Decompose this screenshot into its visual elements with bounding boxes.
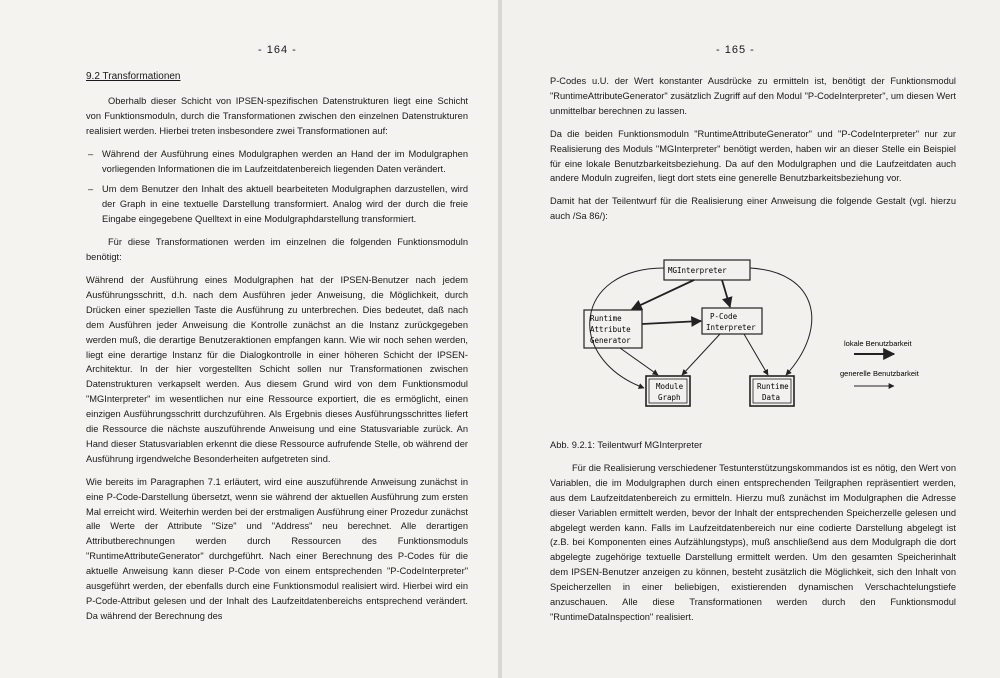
svg-text:Module bbox=[656, 382, 684, 391]
module-diagram bbox=[554, 248, 954, 428]
arrow-rag-to-pcode bbox=[642, 321, 701, 324]
label-runtime-attr-1: Runtime bbox=[590, 314, 622, 323]
section-heading-text: 9.2 Transformationen bbox=[86, 71, 181, 82]
svg-text:Graph bbox=[658, 393, 681, 402]
svg-text:Generator bbox=[590, 336, 631, 345]
paragraph: Für die Realisierung verschiedener Testunterstützungskommandos ist es nötig, den Wert von Variablen, die im Modulgraphen durch einen entsprechenden Teilgraphen repräsentiert werden, aus dem Laufzeitdatenbereich zu ermitteln. Hierzu muß zunächst im Modulgraphen die Adresse dieser Variablen ermittelt werden, bevor der Inhalt der entsprechenden Speicherzelle gelesen und abgelegt werden kann. Falls im Laufzeitdatenbereich nur eine codierte Darstellung abgelegt ist (z.B. bei Komponenten eines Aufzählungstyps), muß anschließend aus dem Modulgraph die dort abgelegte zugehörige textuelle Darstellung ermittelt werden. Um den gesamten Speicherinhalt dem IPSEN-Benutzer anzeigen zu können, besteht zusätzlich die Möglichkeit, sich den Inhalt von Speicherzellen in einer beliebigen, existierenden dynamischen Verschachtelungstiefe anzuschauen. Alle diese Transformationen werden durch den Funktionsmodul "RuntimeDataInspection" realisiert. bbox=[550, 462, 956, 622]
label-mginterpreter: MGInterpreter bbox=[668, 266, 727, 275]
label-runtime-attr-2: Attribute bbox=[590, 325, 631, 334]
paragraph: Wie bereits im Paragraphen 7.1 erläutert, wird eine auszuführende Anweisung zunächst in eine P-Code-Darstellung übersetzt, wenn sie während der aktuellen Ausführung zum ersten Mal erreicht wird. Weiterhin werden bei der erstmaligen Ausführung einer Prozedur zunächst alle Werte der Attribute "Size" und "Address" neu berechnet. Alle derartigen Attributberechnungen werden durch Ressourcen des Funktionsmoduls "RuntimeAttributeGenerator" durchgeführt. Nach einer Berechnung des P-Codes für die aktuelle Anweisung kann dieser P-Code von einem entsprechenden "P-CodeInterpreter" ausgeführt werden, der ebenfalls durch eine Funktionsmodul realisiert wird. Hierbei wird ein P-Code-Attribut gelesen und der Inhalt des Laufzeitdatenbereichs entsprechend verändert. Da während der Berechnung des bbox=[86, 476, 468, 621]
paragraph: Da die beiden Funktionsmoduln "RuntimeAttributeGenerator" und "P-CodeInterpreter" nur zur Realisierung des Moduls "MGInterpreter" benötigt werden, haben wir an dieser Stelle ein Beispiel für eine lokale Benutzbarkeitsbeziehung. Da auf den Modulgraphen und die Laufzeitdaten auch andere Moduln zugreifen, liegt dort stets eine generelle Benutzbarkeitsbeziehung vor. bbox=[550, 128, 956, 184]
right-text-column bbox=[550, 74, 956, 232]
label-runtime-attr-3: Generator bbox=[590, 336, 631, 345]
section-heading bbox=[86, 70, 468, 85]
right-lower-text bbox=[550, 438, 956, 633]
left-page bbox=[0, 0, 498, 678]
label-runtime-data-2: Data bbox=[762, 393, 781, 402]
right-page bbox=[502, 0, 1000, 678]
label-pcode-1: P-Code bbox=[710, 312, 738, 321]
arrow-rag-to-modulegraph bbox=[620, 348, 658, 375]
svg-text:Interpreter bbox=[706, 323, 756, 332]
bullet-list bbox=[86, 147, 468, 228]
arrow-mg-curve-to-runtimedata bbox=[750, 268, 812, 375]
list-item: – Während der Ausführung eines Modulgraphen werden an Hand der im Modulgraphen vorliegenden Informationen die im Laufzeitdatenbereich liegenden Daten verändert. bbox=[86, 147, 468, 177]
svg-text:Runtime bbox=[590, 314, 622, 323]
page-number: - 164 - bbox=[258, 44, 297, 56]
arrow-mg-to-rag bbox=[632, 280, 694, 309]
paragraph: Oberhalb dieser Schicht von IPSEN-spezifischen Datenstrukturen liegt eine Schicht von Funktionsmoduln, durch die Transformationen zwischen den einzelnen Datenstrukturen realisiert werden. Hierbei treten insbesondere zwei Transformationen auf: bbox=[86, 95, 468, 136]
arrow-pcode-to-modulegraph bbox=[682, 334, 720, 375]
label-module-graph-1: Module bbox=[656, 382, 684, 391]
diagram-svg bbox=[554, 248, 954, 428]
svg-text:Attribute bbox=[590, 325, 631, 334]
label-runtime-data-1: Runtime bbox=[757, 382, 789, 391]
paragraph: Damit hat der Teilentwurf für die Realisierung einer Anweisung die folgende Gestalt (vgl. hierzu auch /Sa 86/): bbox=[550, 196, 956, 222]
svg-text:Runtime bbox=[757, 382, 789, 391]
legend-general-label: generelle Benutzbarkeit bbox=[840, 369, 919, 378]
label-pcode-2: Interpreter bbox=[706, 323, 756, 332]
svg-text:Data bbox=[762, 393, 780, 402]
paragraph: Während der Ausführung eines Modulgraphen hat der IPSEN-Benutzer nach jedem Ausführungsschritt, d.h. nach dem Ausführen jeder Anweisung, die Möglichkeit, durch Drücken einer speziellen Taste die Ausführung zu unterbrechen. Dies bedeutet, daß nach dem Ausführen jeder Anweisung die Kontrolle zunächst an die Instanz zurückgegeben werden muß, die derartige Benutzeraktionen empfangen kann. Wie wir noch sehen werden, liegt eine derartige Instanz für die Dialogkontrolle in einer höheren Schicht der IPSEN-Architektur. In der hier vorgestellten Schicht sollen nur Transformationen zwischen Datenstrukturen verkapselt werden. Aus diesem Grund wird von dem Funktionsmodul "MGInterpreter" im wesentlichen nur eine Ressource exportiert, die es ermöglicht, einen einzigen Ausführungsschritt durchzuführen. Als Ergebnis dieses Ausführungsschrittes liefert die Ressource die nächste auszuführende Anweisung und eine Statusvariable zurück. An Hand dieser Statusvariablen erkennt die diese Ressource aufrufende Stelle, ob während der Ausführung irgendwelche Besonderheiten aufgetreten sind. bbox=[86, 274, 468, 464]
figure-caption: Abb. 9.2.1: Teilentwurf MGInterpreter bbox=[550, 440, 703, 450]
arrow-pcode-to-runtimedata bbox=[744, 334, 768, 375]
paragraph: Für diese Transformationen werden im einzelnen die folgenden Funktionsmoduln benötigt: bbox=[86, 237, 468, 263]
list-item: – Um dem Benutzer den Inhalt des aktuell bearbeiteten Modulgraphen darzustellen, wird der Graph in eine textuelle Darstellung transformiert. Analog wird der durch die freie Eingabe eingegebene Quelltext in eine Modulgraphdarstellung transformiert. bbox=[86, 182, 468, 227]
page-number: - 165 - bbox=[716, 44, 755, 56]
label-module-graph-2: Graph bbox=[658, 393, 681, 402]
arrow-mg-to-pcode bbox=[722, 280, 730, 307]
legend-local-label: lokale Benutzbarkeit bbox=[844, 339, 912, 348]
paragraph: P-Codes u.U. der Wert konstanter Ausdrücke zu ermitteln ist, benötigt der Funktionsmodul "RuntimeAttributeGenerator" zusätzlich Zugriff auf den Modul "P-CodeInterpreter", um diesen Wert unmittelbar berechnen zu lassen. bbox=[550, 76, 956, 116]
left-text-column bbox=[86, 70, 468, 632]
svg-text:P-Code bbox=[710, 312, 738, 321]
